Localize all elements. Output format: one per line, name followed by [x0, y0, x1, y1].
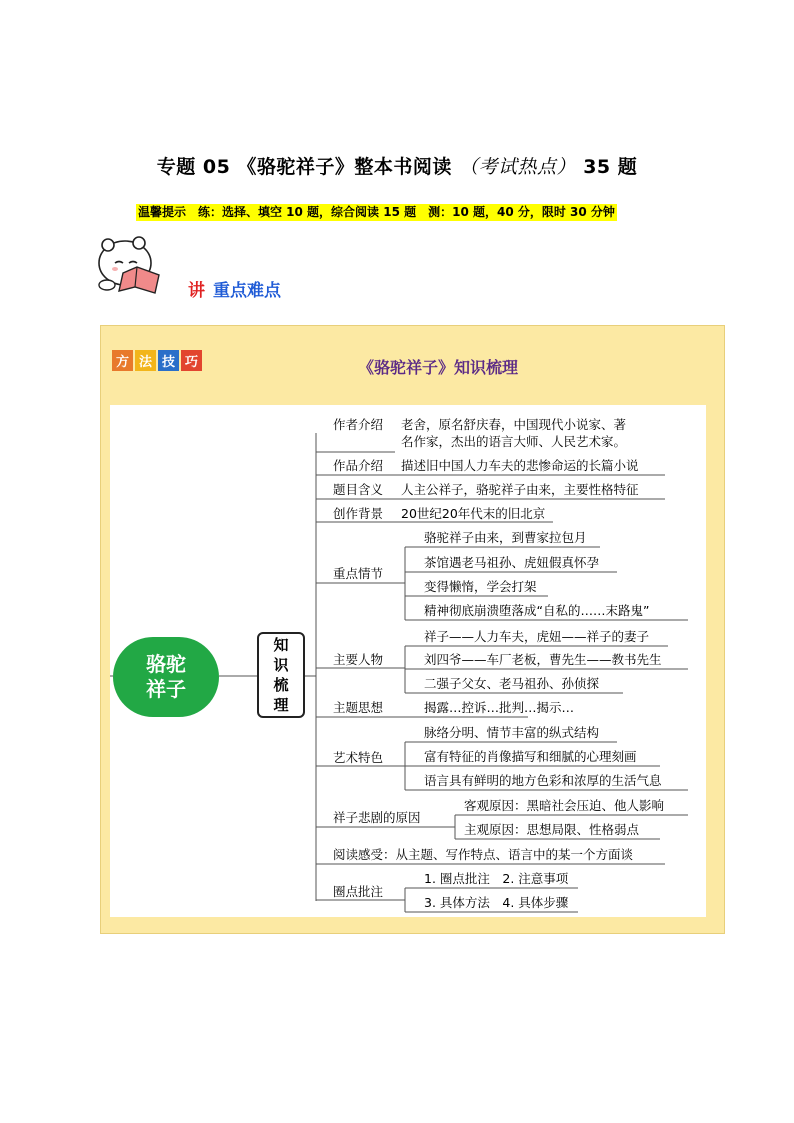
branch-background-label: 创作背景	[333, 506, 384, 521]
character-item-2: 刘四爷——车厂老板，曹先生——教书先生	[424, 652, 662, 667]
art-item-3: 语言具有鲜明的地方色彩和浓厚的生活气息	[424, 773, 662, 788]
branch-author-line2: 名作家，杰出的语言大师、人民艺术家。	[401, 434, 627, 449]
plot-item-2: 茶馆遇老马祖孙、虎妞假真怀孕	[424, 555, 600, 570]
plot-item-3: 变得懒惰，学会打架	[424, 579, 537, 594]
branch-author-label: 作者介绍	[333, 417, 384, 432]
branch-theme-label: 主题思想	[333, 700, 384, 715]
branch-author-line1: 老舍，原名舒庆春，中国现代小说家、著	[401, 417, 627, 432]
badge-qiao: 巧	[181, 350, 202, 371]
badge-fang: 方	[112, 350, 133, 371]
root-line1: 骆驼	[146, 652, 186, 676]
branch-meaning-label: 题目含义	[333, 482, 384, 497]
badge-fa: 法	[135, 350, 156, 371]
branch-tragedy-label: 祥子悲剧的原因	[333, 810, 421, 825]
plot-item-1: 骆驼祥子由来，到曹家拉包月	[424, 530, 587, 545]
root-line2: 祥子	[146, 677, 186, 701]
branch-work-label: 作品介绍	[333, 458, 384, 473]
badge-ji: 技	[158, 350, 179, 371]
branch-work-text: 描述旧中国人力车夫的悲惨命运的长篇小说	[401, 458, 639, 473]
art-item-2: 富有特征的肖像描写和细腻的心理刻画	[424, 749, 637, 764]
sub-char-2: 识	[273, 656, 289, 674]
sub-char-1: 知	[273, 636, 289, 654]
sub-char-4: 理	[273, 696, 289, 714]
branch-art-label: 艺术特色	[333, 750, 384, 765]
branch-plot-label: 重点情节	[333, 566, 384, 581]
reminder-banner: 温馨提示 练：选择、填空 10 题，综合阅读 15 题 测：10 题，40 分，限时 30 分钟	[138, 205, 615, 219]
branch-theme-text: 揭露…控诉…批判…揭示…	[424, 700, 575, 715]
tragedy-item-1: 客观原因：黑暗社会压迫、他人影响	[464, 798, 665, 813]
character-item-1: 祥子——人力车夫，虎妞——祥子的妻子	[424, 629, 650, 644]
title-count: 35 题	[583, 156, 638, 178]
section-jiang: 讲	[188, 281, 205, 301]
annotate-item-2: 3. 具体方法 4. 具体步骤	[424, 895, 569, 910]
sub-char-3: 梳	[273, 676, 289, 694]
branch-meaning-text: 人主公祥子，骆驼祥子由来，主要性格特征	[401, 482, 639, 497]
plot-item-4: 精神彻底崩溃堕落成“自私的……末路鬼”	[424, 603, 650, 618]
title-main: 专题 05 《骆驼祥子》整本书阅读	[156, 156, 452, 178]
character-item-3: 二强子父女、老马祖孙、孙侦探	[424, 676, 600, 691]
tragedy-item-2: 主观原因：思想局限、性格弱点	[464, 822, 640, 837]
branch-feeling-text: 阅读感受：从主题、写作特点、语言中的某一个方面谈	[333, 847, 634, 862]
branch-background-text: 20世纪20年代末的旧北京	[401, 506, 546, 521]
branch-characters-label: 主要人物	[333, 652, 384, 667]
annotate-item-1: 1. 圈点批注 2. 注意事项	[424, 871, 569, 886]
knowledge-node	[257, 632, 305, 718]
section-title: 重点难点	[213, 281, 281, 301]
branch-annotate-label: 圈点批注	[333, 884, 384, 899]
panel-title: 《骆驼祥子》知识梳理	[358, 358, 519, 377]
title-exam-hotspot: （考试热点）	[459, 156, 577, 178]
root-node	[113, 637, 219, 717]
art-item-1: 脉络分明、情节丰富的纵式结构	[424, 725, 600, 740]
